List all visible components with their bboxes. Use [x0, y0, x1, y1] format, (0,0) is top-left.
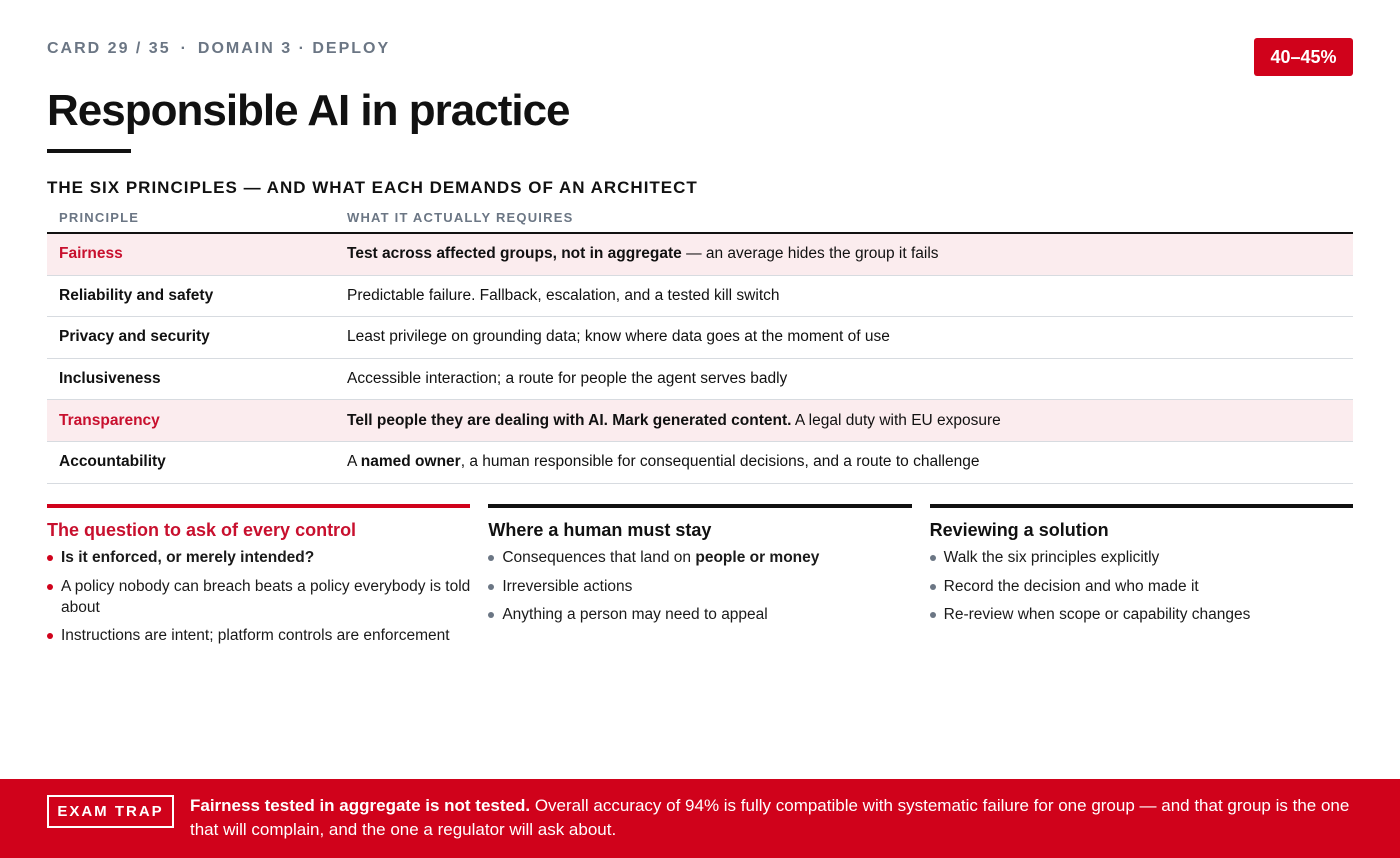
bullet-icon [488, 584, 494, 590]
item-emphasis: Is it enforced, or merely intended? [61, 549, 315, 566]
requirement-text: — an average hides the group it fails [681, 245, 939, 263]
exam-trap-label: EXAM TRAP [47, 795, 174, 828]
item-text: Re-review when scope or capability changes [943, 606, 1251, 623]
bullet-icon [488, 612, 494, 618]
weight-badge: 40–45% [1254, 38, 1353, 76]
requirement-emphasis: Tell people they are dealing with AI. Mark generated content. [347, 411, 792, 429]
list-item [47, 625, 470, 646]
principle-name: Fairness [59, 245, 123, 263]
table-row [47, 317, 1353, 359]
exam-trap-body: Overall accuracy of 94% is fully compatible with systematic failure for one group — and that group is the one that will complain, and the one a regulator will ask about. [190, 796, 1350, 839]
bullet-icon [930, 612, 936, 618]
bullet-icon [488, 555, 494, 561]
bullet-icon [930, 584, 936, 590]
requirement-text: Predictable failure. Fallback, escalation, and a tested kill switch [347, 286, 780, 304]
principle-requirement [347, 245, 1353, 263]
meta-separator: · [180, 40, 188, 57]
principle-requirement [347, 370, 1353, 388]
card-counter: CARD 29 / 35 [47, 40, 171, 57]
principle-name: Reliability and safety [59, 286, 214, 304]
table-row [47, 276, 1353, 318]
info-panel [47, 504, 470, 654]
item-text: Irreversible actions [502, 577, 633, 595]
requirement-text: , a human responsible for consequential decisions, and a route to challenge [460, 453, 980, 471]
principles-table [47, 203, 1353, 484]
panel-title: The question to ask of every control [47, 520, 357, 540]
panel-title: Where a human must stay [488, 520, 712, 540]
list-item [47, 547, 470, 568]
list-item [488, 547, 911, 568]
item-text: Record the decision and who made it [943, 577, 1199, 595]
item-emphasis: people or money [695, 549, 820, 566]
bullet-icon [47, 633, 53, 639]
exam-trap-bold: Fairness tested in aggregate is not tested. [190, 796, 531, 815]
table-header [47, 203, 1353, 234]
requirement-text: Accessible interaction; a route for people the agent serves badly [347, 370, 788, 388]
card-meta [47, 40, 390, 58]
list-item [47, 576, 470, 618]
principle-requirement [347, 328, 1353, 346]
panel-list [488, 547, 911, 625]
list-item [488, 576, 911, 597]
domain-label: DOMAIN 3 · DEPLOY [197, 40, 391, 57]
principle-name: Accountability [59, 453, 166, 471]
panel-list [47, 547, 470, 646]
principle-requirement [347, 287, 1353, 305]
requirement-lead: A [347, 453, 361, 471]
item-text: A policy nobody can breach beats a policy everybody is told about [61, 577, 471, 616]
exam-trap-banner [0, 779, 1400, 858]
principle-name: Inclusiveness [59, 370, 161, 388]
table-row [47, 234, 1353, 276]
exam-trap-text [190, 794, 1355, 842]
table-body [47, 234, 1353, 484]
requirement-emphasis: Test across affected groups, not in aggregate [347, 245, 682, 263]
item-text: Instructions are intent; platform controls are enforcement [61, 627, 450, 644]
column-header-principle: PRINCIPLE [59, 210, 140, 225]
principle-name: Transparency [59, 411, 160, 429]
requirement-text: A legal duty with EU exposure [791, 411, 1001, 429]
item-text: Anything a person may need to appeal [502, 606, 768, 623]
table-row [47, 400, 1353, 442]
principle-requirement [347, 412, 1353, 430]
bullet-icon [47, 555, 53, 561]
page-title: Responsible AI in practice [47, 86, 570, 135]
table-row [47, 442, 1353, 484]
list-item [930, 576, 1353, 597]
list-item [930, 547, 1353, 568]
bullet-icon [47, 584, 53, 590]
requirement-text: Least privilege on grounding data; know where data goes at the moment of use [347, 328, 890, 346]
table-row [47, 359, 1353, 401]
bullet-icon [930, 555, 936, 561]
column-header-requires: WHAT IT ACTUALLY REQUIRES [347, 210, 574, 225]
info-panel [488, 504, 911, 654]
title-underline [47, 149, 131, 153]
list-item [930, 604, 1353, 625]
item-text: Consequences that land on [502, 549, 696, 566]
panels [47, 504, 1353, 654]
panel-list [930, 547, 1353, 625]
principle-name: Privacy and security [59, 328, 210, 346]
requirement-emphasis: named owner [360, 453, 461, 471]
info-panel [930, 504, 1353, 654]
item-text: Walk the six principles explicitly [943, 549, 1160, 566]
panel-title: Reviewing a solution [929, 520, 1109, 540]
principle-requirement [347, 453, 1353, 471]
section-heading: THE SIX PRINCIPLES — AND WHAT EACH DEMANDS OF AN ARCHITECT [47, 178, 698, 197]
list-item [488, 604, 911, 625]
